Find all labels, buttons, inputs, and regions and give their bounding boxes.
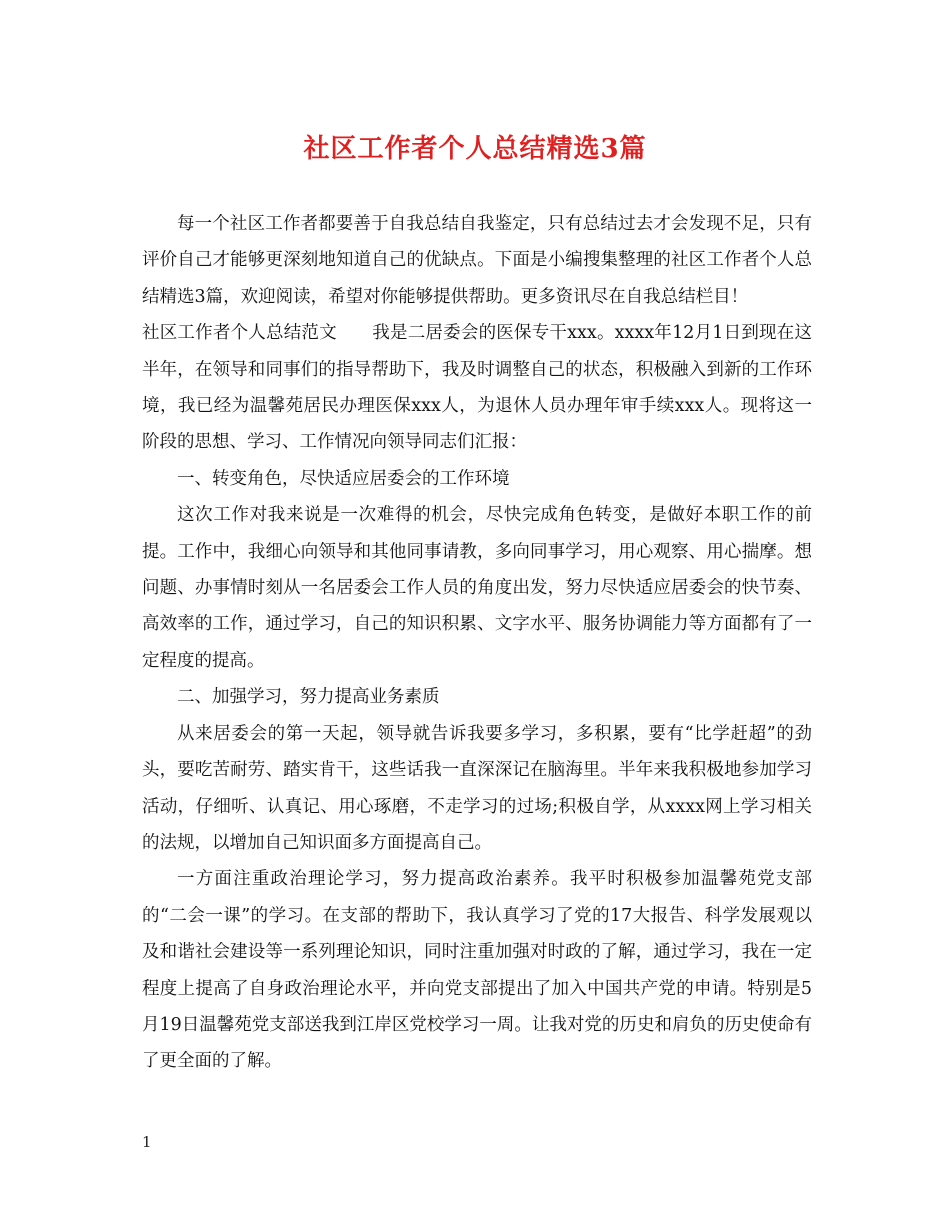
page-number: 1 xyxy=(142,1133,152,1151)
document-title: 社区工作者个人总结精选3篇 xyxy=(303,134,647,164)
section-one-paragraph: 这次工作对我来说是一次难得的机会，尽快完成角色转变，是做好本职工作的前提。工作中，我细心向领导和其他同事请教，多向同事学习，用心观察、用心揣摩。想问题、办事情时刻从一名居委会工作人员的角度出发，努力尽快适应居委会的快节奏、高效率的工作，通过学习，自己的知识积累、文字水平、服务协调能力等方面都有了一定程度的提高。 xyxy=(142,505,812,671)
section-two-paragraph: 从来居委会的第一天起，领导就告诉我要多学习，多积累，要有“比学赶超”的劲头，要吃苦耐劳、踏实肯干，这些话我一直深深记在脑海里。半年来我积极地参加学习活动，仔细听、认真记、用心琢磨，不走学习的过场;积极自学，从xxxx网上学习相关的法规，以增加自己知识面多方面提高自己。 xyxy=(142,723,812,853)
heading-one: 一、转变角色，尽快适应居委会的工作环境 xyxy=(177,468,510,489)
heading-two: 二、加强学习，努力提高业务素质 xyxy=(177,687,440,708)
document-body xyxy=(142,206,812,1080)
section-opening-paragraph: 社区工作者个人总结范文 我是二居委会的医保专干xxx。xxxx年12月1日到现在这半年，在领导和同事们的指导帮助下，我及时调整自己的状态，积极融入到新的工作环境，我已经为温馨苑居民办理医保xxx人，为退休人员办理年审手续xxx人。现将这一阶段的思想、学习、工作情况向领导同志们汇报： xyxy=(142,323,812,453)
intro-paragraph: 每一个社区工作者都要善于自我总结自我鉴定，只有总结过去才会发现不足，只有评价自己才能够更深刻地知道自己的优缺点。下面是小编搜集整理的社区工作者个人总结精选3篇，欢迎阅读，希望对你能够提供帮助。更多资讯尽在自我总结栏目！ xyxy=(142,214,812,307)
political-study-paragraph: 一方面注重政治理论学习，努力提高政治素养。我平时积极参加温馨苑党支部的“二会一课”的学习。在支部的帮助下，我认真学习了党的17大报告、科学发展观以及和谐社会建设等一系列理论知识，同时注重加强对时政的了解，通过学习，我在一定程度上提高了自身政治理论水平，并向党支部提出了加入中国共产党的申请。特别是5月19日温馨苑党支部送我到江岸区党校学习一周。让我对党的历史和肩负的历史使命有了更全面的了解。 xyxy=(142,869,812,1072)
